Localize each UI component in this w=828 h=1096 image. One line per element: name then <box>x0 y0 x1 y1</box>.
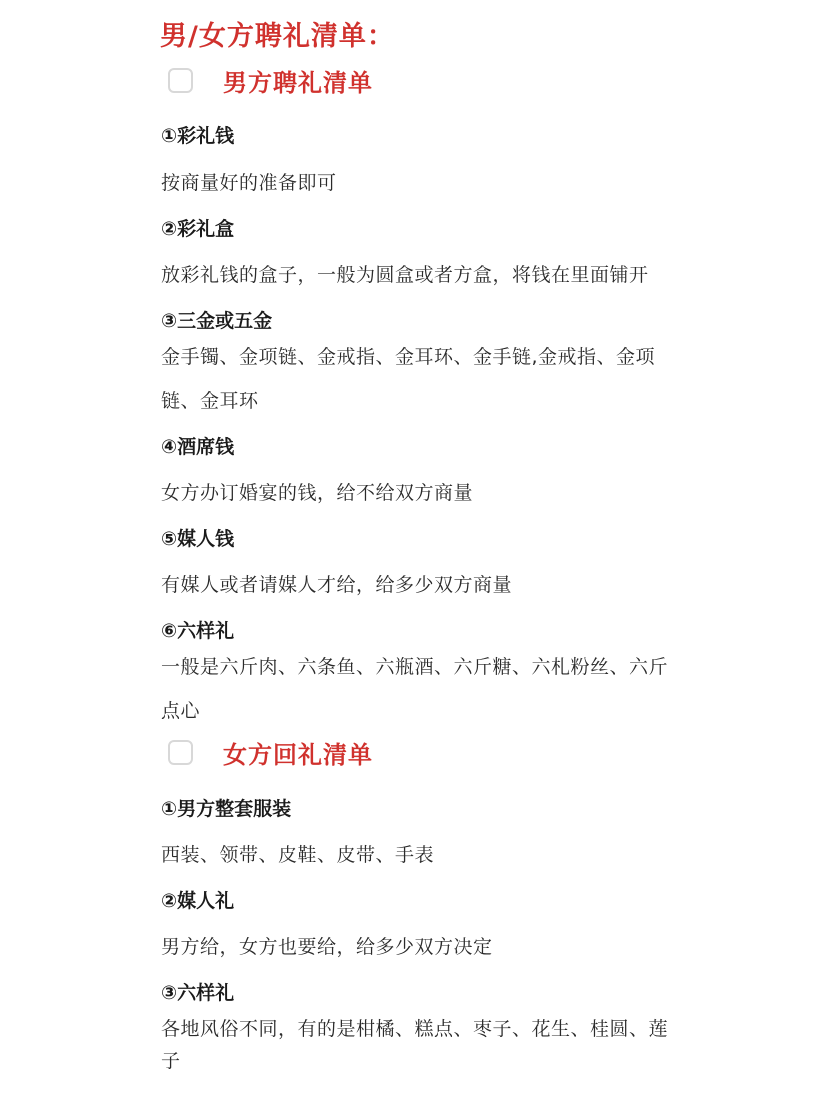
item-title: ①彩礼钱 <box>161 125 235 147</box>
item-desc: 链、金耳环 <box>161 390 259 412</box>
section-heading: 男方聘礼清单 <box>223 68 373 97</box>
item-desc: 一般是六斤肉、六条鱼、六瓶酒、六斤糖、六札粉丝、六斤 <box>161 656 669 678</box>
item-desc: 按商量好的准备即可 <box>161 172 337 194</box>
item-desc: 有媒人或者请媒人才给，给多少双方商量 <box>161 574 513 596</box>
checkbox[interactable] <box>168 740 193 765</box>
item-desc: 金手镯、金项链、金戒指、金耳环、金手链,金戒指、金项 <box>161 346 656 368</box>
item-desc: 放彩礼钱的盒子，一般为圆盒或者方盒，将钱在里面铺开 <box>161 264 649 286</box>
item-desc: 西装、领带、皮鞋、皮带、手表 <box>161 844 435 866</box>
item-title: ③三金或五金 <box>161 310 273 332</box>
section-heading: 女方回礼清单 <box>223 740 373 769</box>
item-title: ④酒席钱 <box>161 436 235 458</box>
item-desc: 女方办订婚宴的钱，给不给双方商量 <box>161 482 474 504</box>
item-title: ②彩礼盒 <box>161 218 235 240</box>
item-title: ②媒人礼 <box>161 890 235 912</box>
item-title: ③六样礼 <box>161 982 235 1004</box>
section-header <box>168 62 373 98</box>
section-header <box>168 734 373 770</box>
item-title: ①男方整套服装 <box>161 798 292 820</box>
checkbox[interactable] <box>168 68 193 93</box>
item-desc: 子 <box>161 1050 181 1072</box>
item-title: ⑤媒人钱 <box>161 528 235 550</box>
item-desc: 男方给，女方也要给，给多少双方决定 <box>161 936 493 958</box>
item-desc: 各地风俗不同，有的是柑橘、糕点、枣子、花生、桂圆、莲 <box>161 1018 669 1040</box>
item-title: ⑥六样礼 <box>161 620 235 642</box>
page-title: 男/女方聘礼清单： <box>160 21 395 52</box>
item-desc: 点心 <box>161 700 201 722</box>
